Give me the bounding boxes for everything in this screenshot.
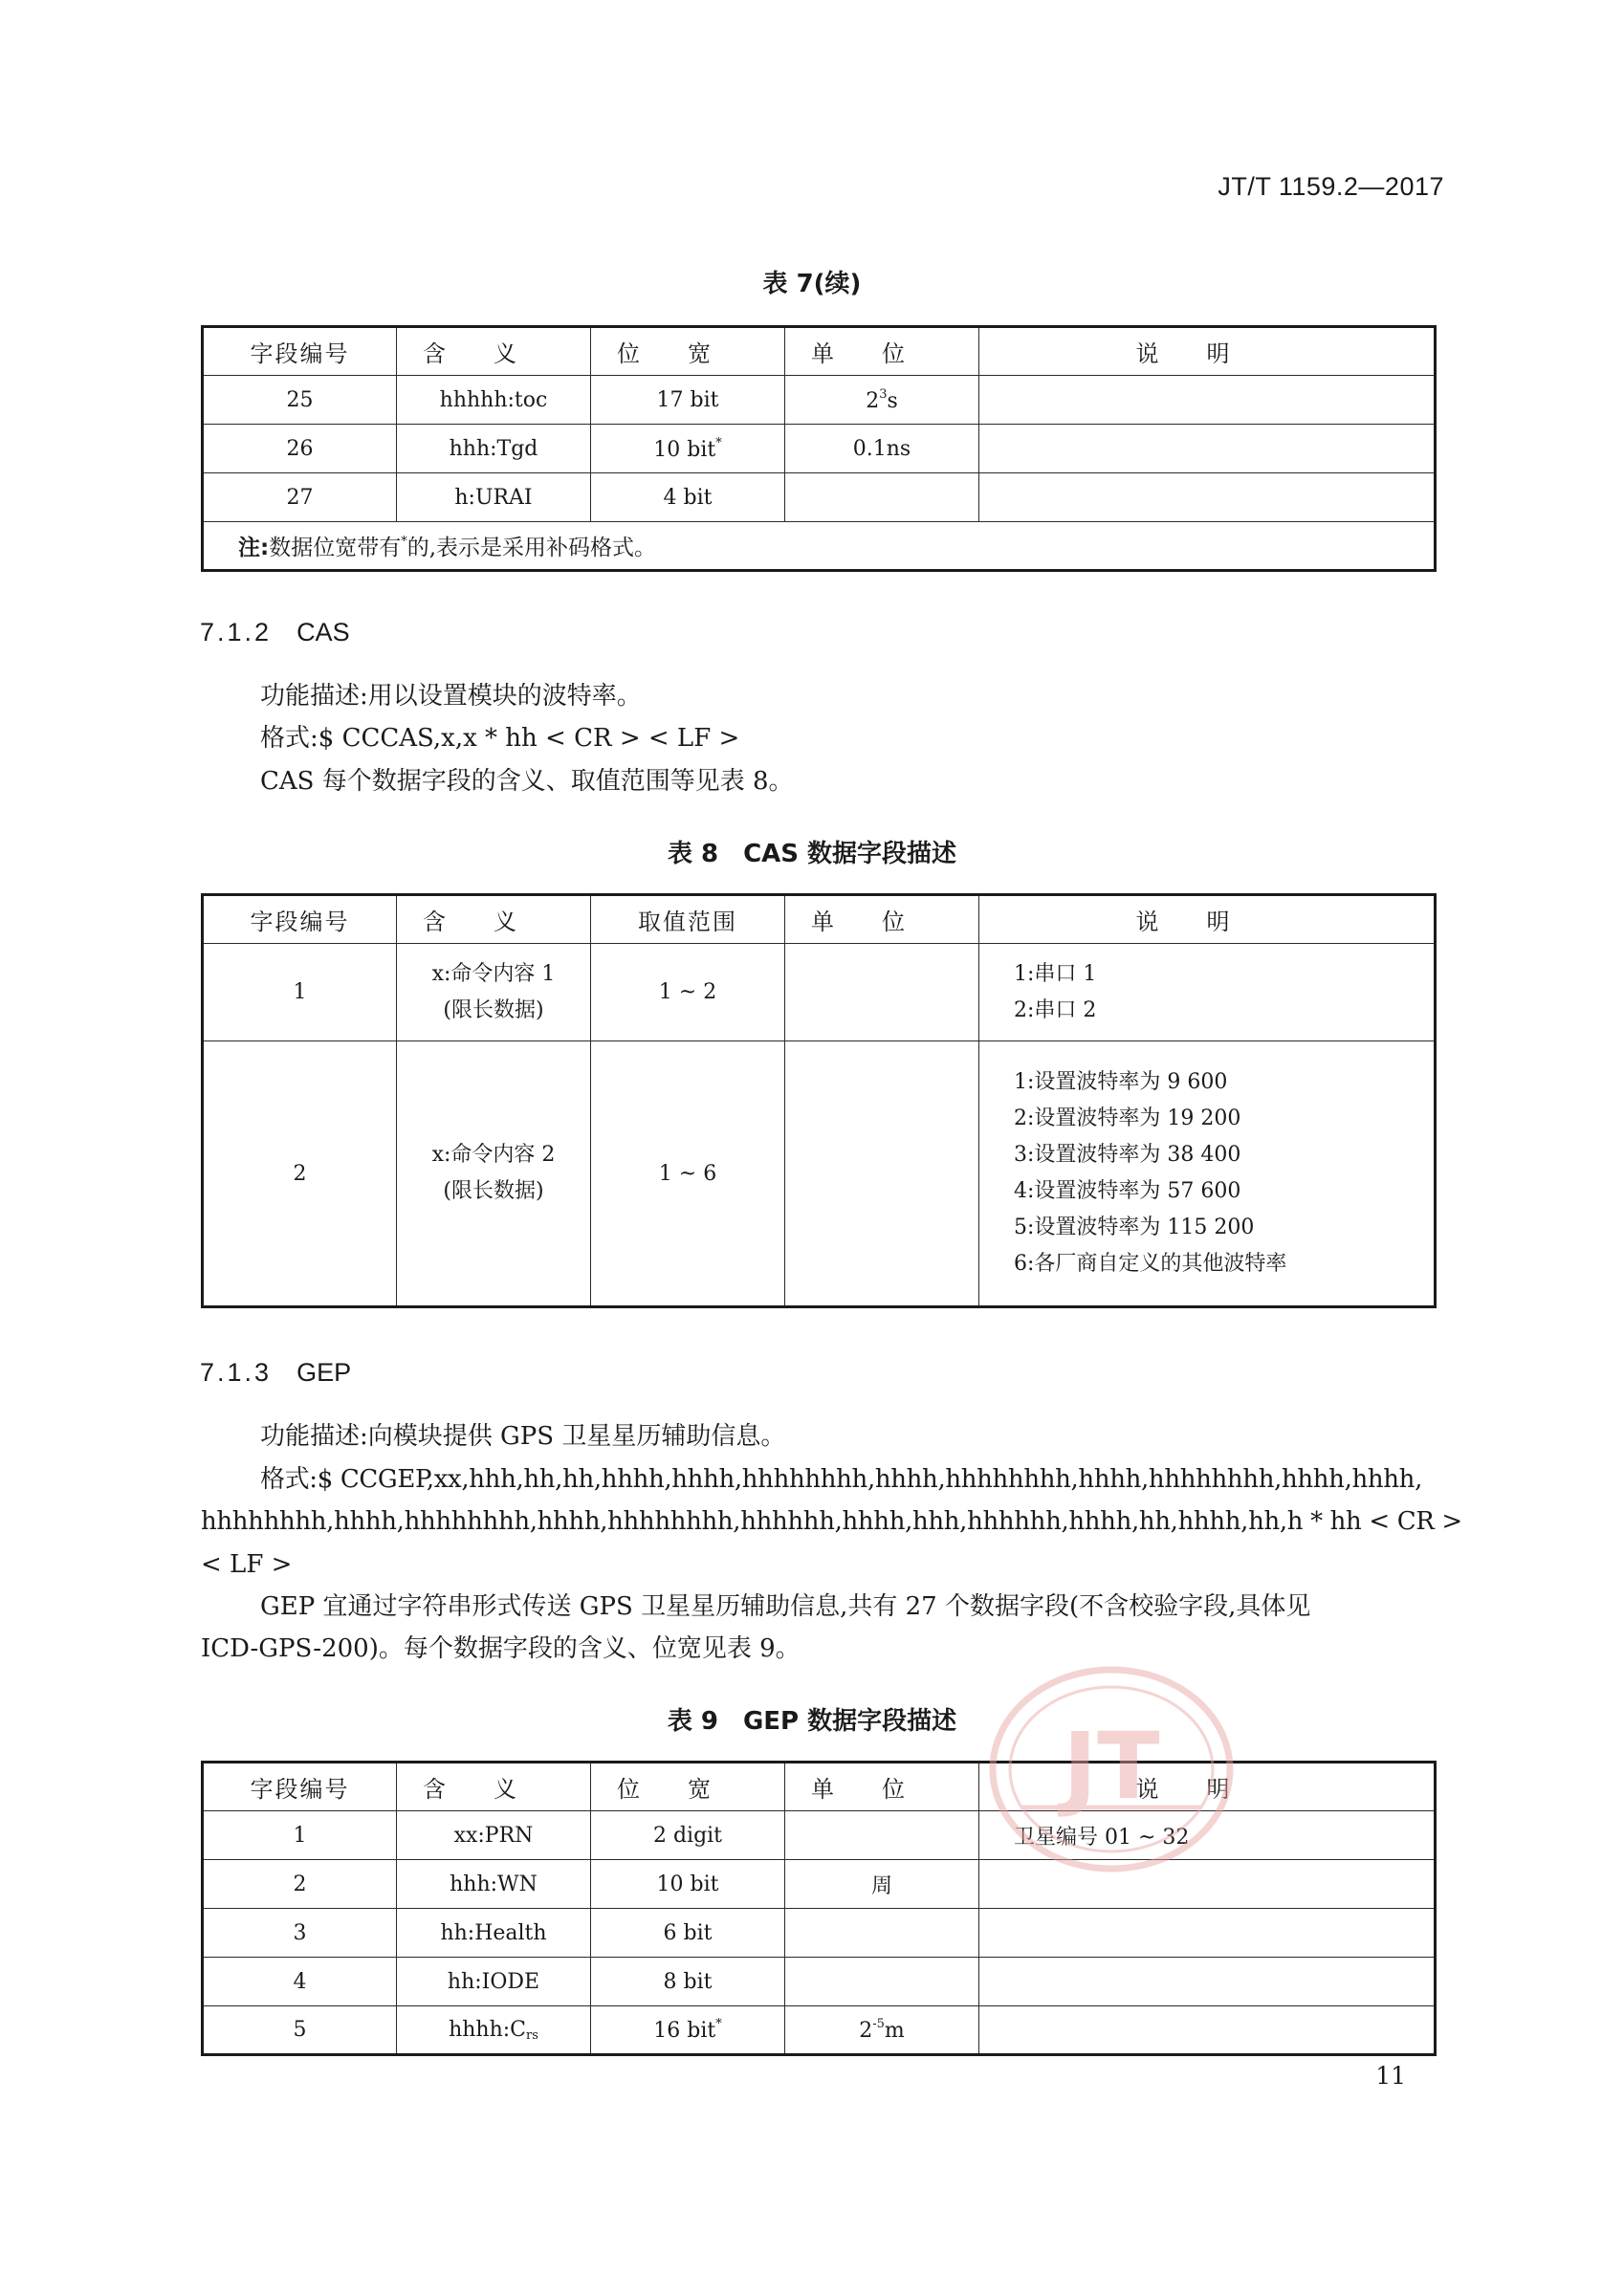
table-header-row xyxy=(203,327,1436,376)
col-header-field-no: 字段编号 xyxy=(203,895,397,944)
field-width: 10 bit xyxy=(591,1860,785,1909)
gep-description-line-2: ICD-GPS-200)。每个数据字段的含义、位宽见表 9。 xyxy=(201,1634,801,1663)
meaning-subscript: rs xyxy=(526,2027,538,2043)
field-meaning xyxy=(397,944,591,1041)
field-no: 5 xyxy=(203,2006,397,2055)
field-description xyxy=(979,1958,1436,2006)
table9 xyxy=(201,1761,1437,2056)
unit-tail: s xyxy=(887,388,898,413)
table7-caption: 表 7(续) xyxy=(762,270,862,298)
unit-base: 2 xyxy=(859,2019,873,2043)
field-no: 27 xyxy=(203,473,397,522)
field-no: 3 xyxy=(203,1909,397,1958)
col-header-meaning: 含义 xyxy=(397,327,591,376)
col-header-meaning: 含义 xyxy=(397,895,591,944)
field-width: 4 bit xyxy=(591,473,785,522)
col-header-unit: 单位 xyxy=(785,895,979,944)
field-unit xyxy=(785,1041,979,1307)
cas-format-line: 格式:$ CCCAS,x,x * hh < CR > < LF > xyxy=(260,724,740,753)
seal-logo-text: JT xyxy=(1063,1713,1160,1820)
width-value: 10 bit xyxy=(653,437,716,462)
col-header-unit: 单位 xyxy=(785,1763,979,1811)
field-no: 2 xyxy=(203,1860,397,1909)
field-meaning xyxy=(397,2006,591,2055)
description-line: 6:各厂商自定义的其他波特率 xyxy=(1014,1252,1287,1276)
table-row xyxy=(203,944,1436,1041)
description-line: 5:设置波特率为 115 200 xyxy=(1014,1216,1255,1239)
description-line: 1:串口 1 xyxy=(1014,961,1097,986)
field-description xyxy=(979,473,1436,522)
field-unit xyxy=(785,1909,979,1958)
unit-tail: m xyxy=(884,2019,905,2043)
meaning-line: (限长数据) xyxy=(443,1179,544,1203)
field-description xyxy=(979,1909,1436,1958)
table-row xyxy=(203,425,1436,473)
table8 xyxy=(201,893,1437,1308)
col-header-width: 位宽 xyxy=(591,327,785,376)
section-713-heading xyxy=(200,1358,351,1388)
note-label: 注: xyxy=(238,536,270,560)
col-header-meaning: 含义 xyxy=(397,1763,591,1811)
meaning-line: x:命令内容 2 xyxy=(431,1143,556,1167)
complement-mark: * xyxy=(715,2017,722,2031)
field-no: 25 xyxy=(203,376,397,425)
field-description xyxy=(979,2006,1436,2055)
field-unit xyxy=(785,1811,979,1860)
table-note-row xyxy=(203,522,1436,571)
field-no: 1 xyxy=(203,944,397,1041)
field-meaning: hhhhh:toc xyxy=(397,376,591,425)
field-no: 2 xyxy=(203,1041,397,1307)
table7-note xyxy=(203,522,1436,571)
field-description xyxy=(979,944,1436,1041)
field-meaning: hh:IODE xyxy=(397,1958,591,2006)
section-number: 7.1.3 xyxy=(200,1358,273,1387)
standard-number: JT/T 1159.2—2017 xyxy=(1218,172,1444,201)
field-unit xyxy=(785,944,979,1041)
cas-reference-line: CAS 每个数据字段的含义、取值范围等见表 8。 xyxy=(260,767,794,796)
table-header-row xyxy=(203,895,1436,944)
col-header-range: 取值范围 xyxy=(591,895,785,944)
field-unit xyxy=(785,2006,979,2055)
gep-description-line-1: GEP 宜通过字符串形式传送 GPS 卫星星历辅助信息,共有 27 个数据字段(不含校验字段,具体见 xyxy=(260,1592,1311,1621)
field-range: 1 ~ 2 xyxy=(591,944,785,1041)
table-row xyxy=(203,1958,1436,2006)
description-line: 3:设置波特率为 38 400 xyxy=(1014,1143,1241,1167)
section-title: CAS xyxy=(296,618,350,646)
field-unit xyxy=(785,376,979,425)
width-value: 16 bit xyxy=(653,2019,716,2043)
description-line: 4:设置波特率为 57 600 xyxy=(1014,1179,1241,1203)
field-meaning xyxy=(397,1041,591,1307)
description-line: 2:设置波特率为 19 200 xyxy=(1014,1106,1241,1130)
table-row xyxy=(203,1811,1436,1860)
field-meaning: hhh:Tgd xyxy=(397,425,591,473)
field-range: 1 ~ 6 xyxy=(591,1041,785,1307)
note-text-before: 数据位宽带有 xyxy=(269,536,402,560)
meaning-line: (限长数据) xyxy=(443,997,544,1022)
cas-function-line: 功能描述:用以设置模块的波特率。 xyxy=(260,682,642,711)
description-line: 1:设置波特率为 9 600 xyxy=(1014,1070,1228,1094)
table-header-row xyxy=(203,1763,1436,1811)
field-no: 4 xyxy=(203,1958,397,2006)
col-header-description: 说明 xyxy=(979,895,1436,944)
table-row xyxy=(203,473,1436,522)
table9-caption: 表 9 GEP 数据字段描述 xyxy=(667,1707,957,1736)
field-no: 26 xyxy=(203,425,397,473)
field-description xyxy=(979,376,1436,425)
page-number: 11 xyxy=(1375,2062,1406,2090)
field-width: 8 bit xyxy=(591,1958,785,2006)
field-description: 卫星编号 01 ~ 32 xyxy=(979,1811,1436,1860)
meaning-line: x:命令内容 1 xyxy=(431,961,556,986)
note-mark: * xyxy=(401,535,407,549)
col-header-field-no: 字段编号 xyxy=(203,327,397,376)
unit-exponent: -5 xyxy=(872,2017,885,2031)
complement-mark: * xyxy=(715,435,722,450)
field-no: 1 xyxy=(203,1811,397,1860)
field-meaning: h:URAI xyxy=(397,473,591,522)
field-width: 2 digit xyxy=(591,1811,785,1860)
section-title: GEP xyxy=(296,1358,352,1387)
table8-caption: 表 8 CAS 数据字段描述 xyxy=(667,840,957,868)
gep-format-line-2: hhhhhhhh,hhhh,hhhhhhhh,hhhh,hhhhhhhh,hhhhhh,hhhh,hhh,hhhhhh,hhhh,hh,hhhh,hh,h * hh < CR > xyxy=(201,1507,1462,1536)
note-text-after: 的,表示是采用补码格式。 xyxy=(406,536,657,560)
field-width: 6 bit xyxy=(591,1909,785,1958)
field-width: 17 bit xyxy=(591,376,785,425)
table7 xyxy=(201,325,1437,572)
gep-function-line: 功能描述:向模块提供 GPS 卫星星历辅助信息。 xyxy=(260,1422,786,1451)
table-row xyxy=(203,1909,1436,1958)
field-width xyxy=(591,2006,785,2055)
col-header-unit: 单位 xyxy=(785,327,979,376)
description-line: 2:串口 2 xyxy=(1014,997,1097,1022)
field-unit xyxy=(785,1958,979,2006)
unit-exponent: 3 xyxy=(879,386,888,402)
field-unit: 周 xyxy=(785,1860,979,1909)
col-header-description: 说明 xyxy=(979,1763,1436,1811)
col-header-description: 说明 xyxy=(979,327,1436,376)
table-row xyxy=(203,2006,1436,2055)
col-header-width: 位宽 xyxy=(591,1763,785,1811)
table-row xyxy=(203,1860,1436,1909)
jt-seal-watermark xyxy=(987,1664,1236,1874)
unit-base: 2 xyxy=(866,388,880,413)
gep-format-line-3: < LF > xyxy=(201,1550,293,1579)
field-width xyxy=(591,425,785,473)
field-unit: 0.1ns xyxy=(785,425,979,473)
table-row xyxy=(203,376,1436,425)
gep-format-line-1: 格式:$ CCGEP,xx,hhh,hh,hh,hhhh,hhhh,hhhhhhhh,hhhh,hhhhhhhh,hhhh,hhhhhhhh,hhhh,hhhh, xyxy=(260,1465,1422,1494)
col-header-field-no: 字段编号 xyxy=(203,1763,397,1811)
table-row xyxy=(203,1041,1436,1307)
meaning-base: hhhh:C xyxy=(449,2017,527,2042)
field-unit xyxy=(785,473,979,522)
field-description xyxy=(979,425,1436,473)
field-description xyxy=(979,1041,1436,1307)
field-meaning: hh:Health xyxy=(397,1909,591,1958)
section-712-heading xyxy=(200,618,350,647)
field-meaning: xx:PRN xyxy=(397,1811,591,1860)
section-number: 7.1.2 xyxy=(200,618,273,646)
field-meaning: hhh:WN xyxy=(397,1860,591,1909)
